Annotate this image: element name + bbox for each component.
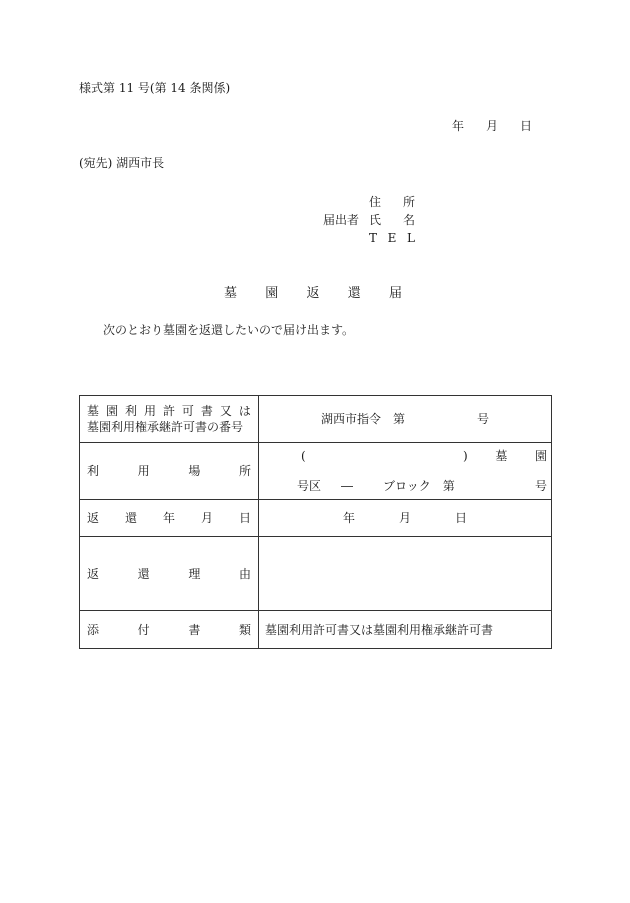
permit-number-label: 墓 園 利 用 許 可 書 又 は 墓園利用権承継許可書の番号 [80,396,259,443]
applicant-block [323,193,415,247]
return-reason-row [80,537,552,611]
permit-number-field[interactable]: 湖西市指令 第 号 [259,396,552,443]
form-number: 様式第 11 号(第 14 条関係) [79,81,231,95]
applicant-address-row [323,193,415,211]
tel-label: T E L [369,231,415,245]
submission-date [452,119,532,133]
name-label: 氏 名 [369,213,415,227]
attachments-field: 墓園利用許可書又は墓園利用権承継許可書 [259,611,552,649]
return-reason-field[interactable] [259,537,552,611]
applicant-role-label: 届出者 [323,213,360,227]
return-reason-label: 返 還 理 由 [80,537,259,611]
usage-place-field[interactable]: ( ) 墓 園 号区 ― ブロック 第 号 [259,443,552,500]
applicant-name-row [323,211,415,229]
date-month-label: 月 [485,119,498,133]
attachments-row [80,611,552,649]
addressee: (宛先) 湖西市長 [79,156,165,170]
date-day-label: 日 [519,119,532,133]
date-year-label: 年 [452,119,465,133]
permit-number-row [80,396,552,443]
applicant-tel-row [323,229,415,247]
return-form-table [79,395,552,649]
return-date-label: 返 還 年 月 日 [80,500,259,537]
usage-place-label: 利 用 場 所 [80,443,259,500]
usage-place-row [80,443,552,500]
attachments-label: 添 付 書 類 [80,611,259,649]
address-label: 住 所 [369,195,415,209]
return-date-row [80,500,552,537]
return-date-field[interactable]: 年 月 日 [259,500,552,537]
document-title: 墓 園 返 還 届 [224,286,402,301]
intro-text: 次のとおり墓園を返還したいので届け出ます。 [103,323,355,337]
